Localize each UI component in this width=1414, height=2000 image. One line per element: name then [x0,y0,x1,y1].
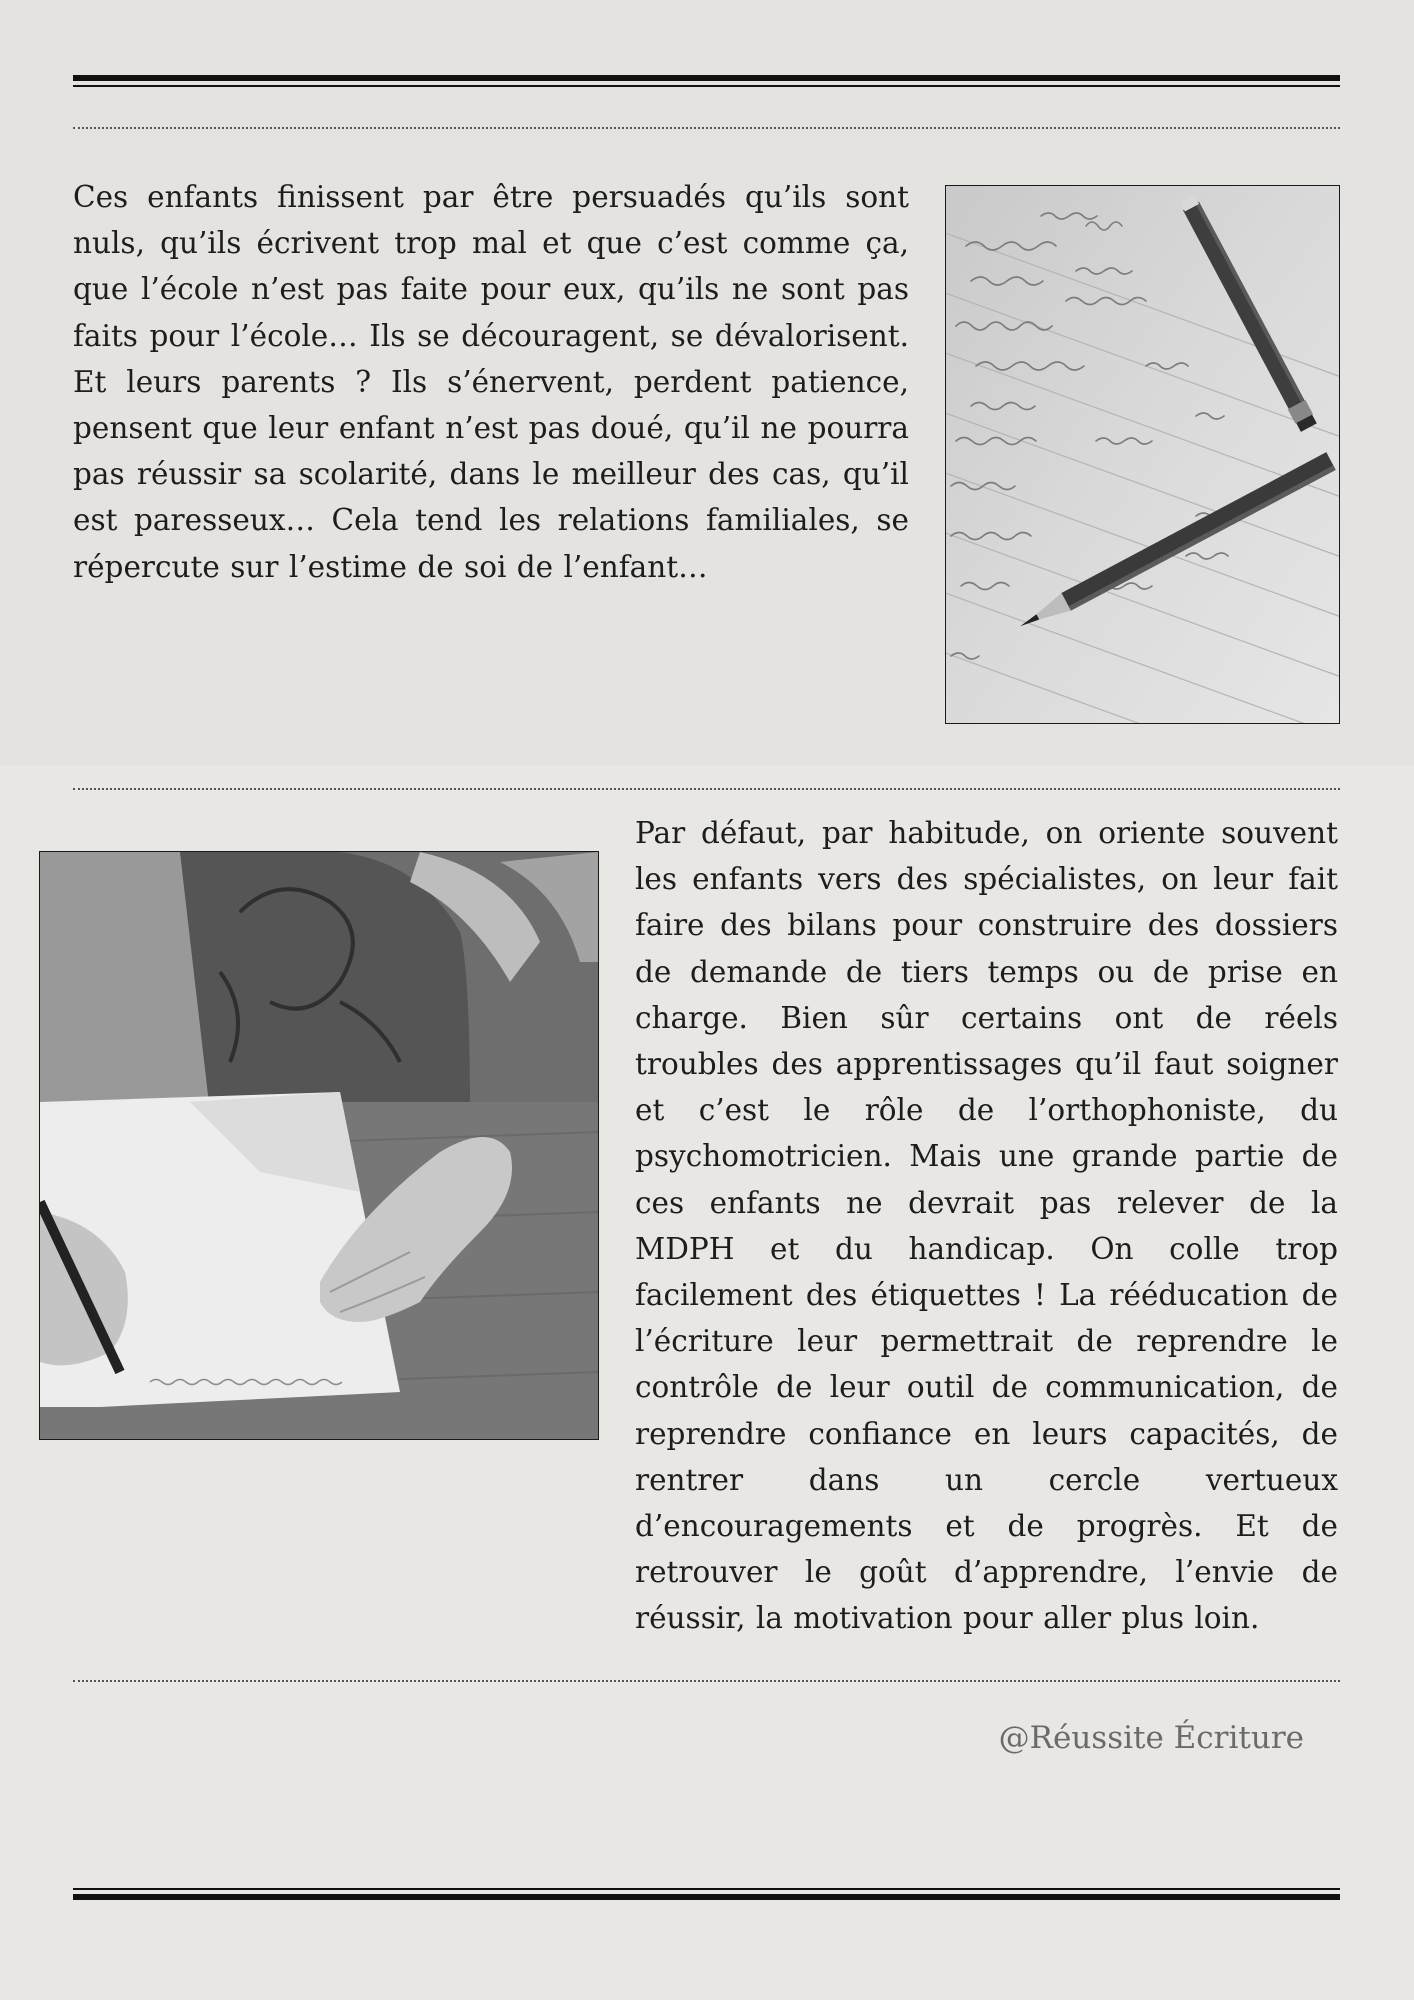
photo-child-writing [39,851,599,1440]
top-double-rule [73,75,1340,87]
dotted-divider-bottom [73,1680,1340,1682]
photo-pencils-on-notebook [945,185,1340,724]
paragraph-self-esteem: Ces enfants finissent par être persuadés qu’ils sont nuls, qu’ils écrivent trop mal et que c’est comme ça, que l’école n’est pas faite pour eux, qu’ils ne sont pas faits pour l’école… Ils se découragent, se dévalorisent. Et leurs parents ? Ils s’énervent, perdent patience, pensent que leur enfant n’est pas doué, qu’il ne pourra pas réussir sa scolarité, dans le meilleur des cas, qu’il est paresseux… Cela tend les relations familiales, se répercute sur l’estime de soi de l’enfant… [73,180,909,584]
credit-signature: @Réussite Écriture [998,1720,1304,1756]
dotted-divider-middle [73,788,1340,790]
bottom-double-rule [73,1888,1340,1900]
paragraph-handwriting-rehabilitation: Par défaut, par habitude, on oriente souvent les enfants vers des spécialistes, on leur fait faire des bilans pour construire des dossiers de demande de tiers temps ou de prise en charge. Bien sûr certains ont de réels troubles des apprentissages qu’il faut soigner et c’est le rôle de l’orthophoniste, du psychomotricien. Mais une grande partie de ces enfants ne devrait pas relever de la MDPH et du handicap. On colle trop facilement des étiquettes ! La rééducation de l’écriture leur permettrait de reprendre le contrôle de leur outil de communication, de reprendre confiance en leurs capacités, de rentrer dans un cercle vertueux d’encouragements et de progrès. Et de retrouver le goût d’apprendre, l’envie de réussir, la motivation pour aller plus loin. [635,816,1338,1636]
dotted-divider-top [73,127,1340,129]
